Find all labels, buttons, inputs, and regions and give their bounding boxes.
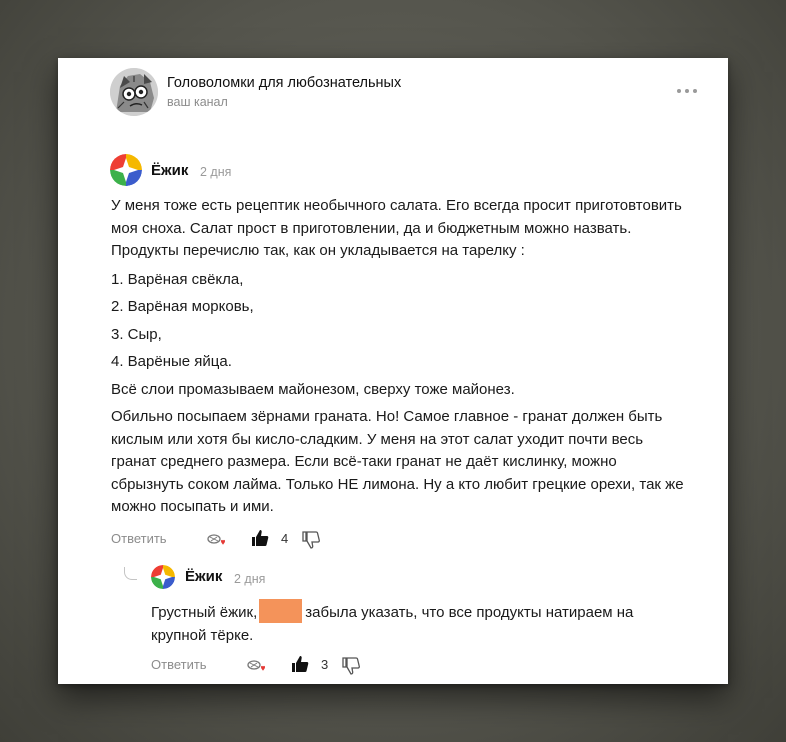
like-icon[interactable] [291, 655, 309, 673]
reply-author-avatar-logo-icon[interactable] [151, 565, 175, 589]
comment-body [111, 195, 691, 519]
channel-avatar[interactable] [110, 68, 158, 116]
comment-paragraph: Обильно посыпаем зёрнами граната. Но! Самое главное - гранат должен быть кислым или хотя бы кисло-сладким. У меня на этот салат уходит почти весь гранат среднего размера. Если всё-таки гранат не даёт кислинку, можно сбрызнуть соком лайма. Только НЕ лимона. Ну а кто любит грецкие орехи, так же можно посыпать и ими. [111, 408, 684, 515]
reply-body [151, 599, 671, 647]
comment-paragraph: 2. Варёная морковь, [111, 298, 254, 315]
comment-paragraph: Всё слои промазываем майонезом, сверху тоже майонез. [111, 380, 515, 398]
like-count: 4 [281, 531, 289, 546]
comment-author[interactable]: Ёжик [151, 162, 189, 179]
reply-button[interactable]: Ответить [151, 657, 207, 672]
reply-text-end: забыла указать, что все продукты натираем на крупной тёрке. [151, 604, 634, 644]
comment-card [58, 58, 728, 684]
like-count: 3 [321, 657, 329, 672]
like-icon[interactable] [251, 529, 269, 547]
reply-button[interactable]: Ответить [111, 531, 167, 546]
redaction-block [259, 599, 302, 623]
reply-author[interactable]: Ёжик [185, 568, 223, 585]
reaction-icon[interactable] [246, 658, 268, 674]
reply-text-start: Грустный ёжик, [151, 604, 258, 621]
reply-thread-line [124, 567, 137, 580]
comment-paragraph: 4. Варёные яйца. [111, 353, 232, 370]
dislike-icon[interactable] [342, 657, 360, 675]
more-dots-icon[interactable] [676, 82, 698, 100]
channel-name[interactable]: Головоломки для любознательных [167, 75, 402, 91]
comment-paragraph: У меня тоже есть рецептик необычного салата. Его всегда просит приготовтовить моя сноха. Салат прост в приготовлении, да и бюджетным можно назвать. Продукты перечислю так, как он укладывается на тарелку : [111, 197, 682, 259]
dislike-icon[interactable] [302, 531, 320, 549]
reaction-icon[interactable] [206, 532, 228, 548]
reply-date: 2 дня [234, 572, 266, 586]
comment-paragraph: 1. Варёная свёкла, [111, 270, 244, 288]
comment-paragraph: 3. Сыр, [111, 325, 162, 343]
channel-subtitle: ваш канал [167, 95, 228, 109]
author-avatar-logo-icon[interactable] [110, 154, 142, 186]
comment-date: 2 дня [200, 165, 232, 179]
